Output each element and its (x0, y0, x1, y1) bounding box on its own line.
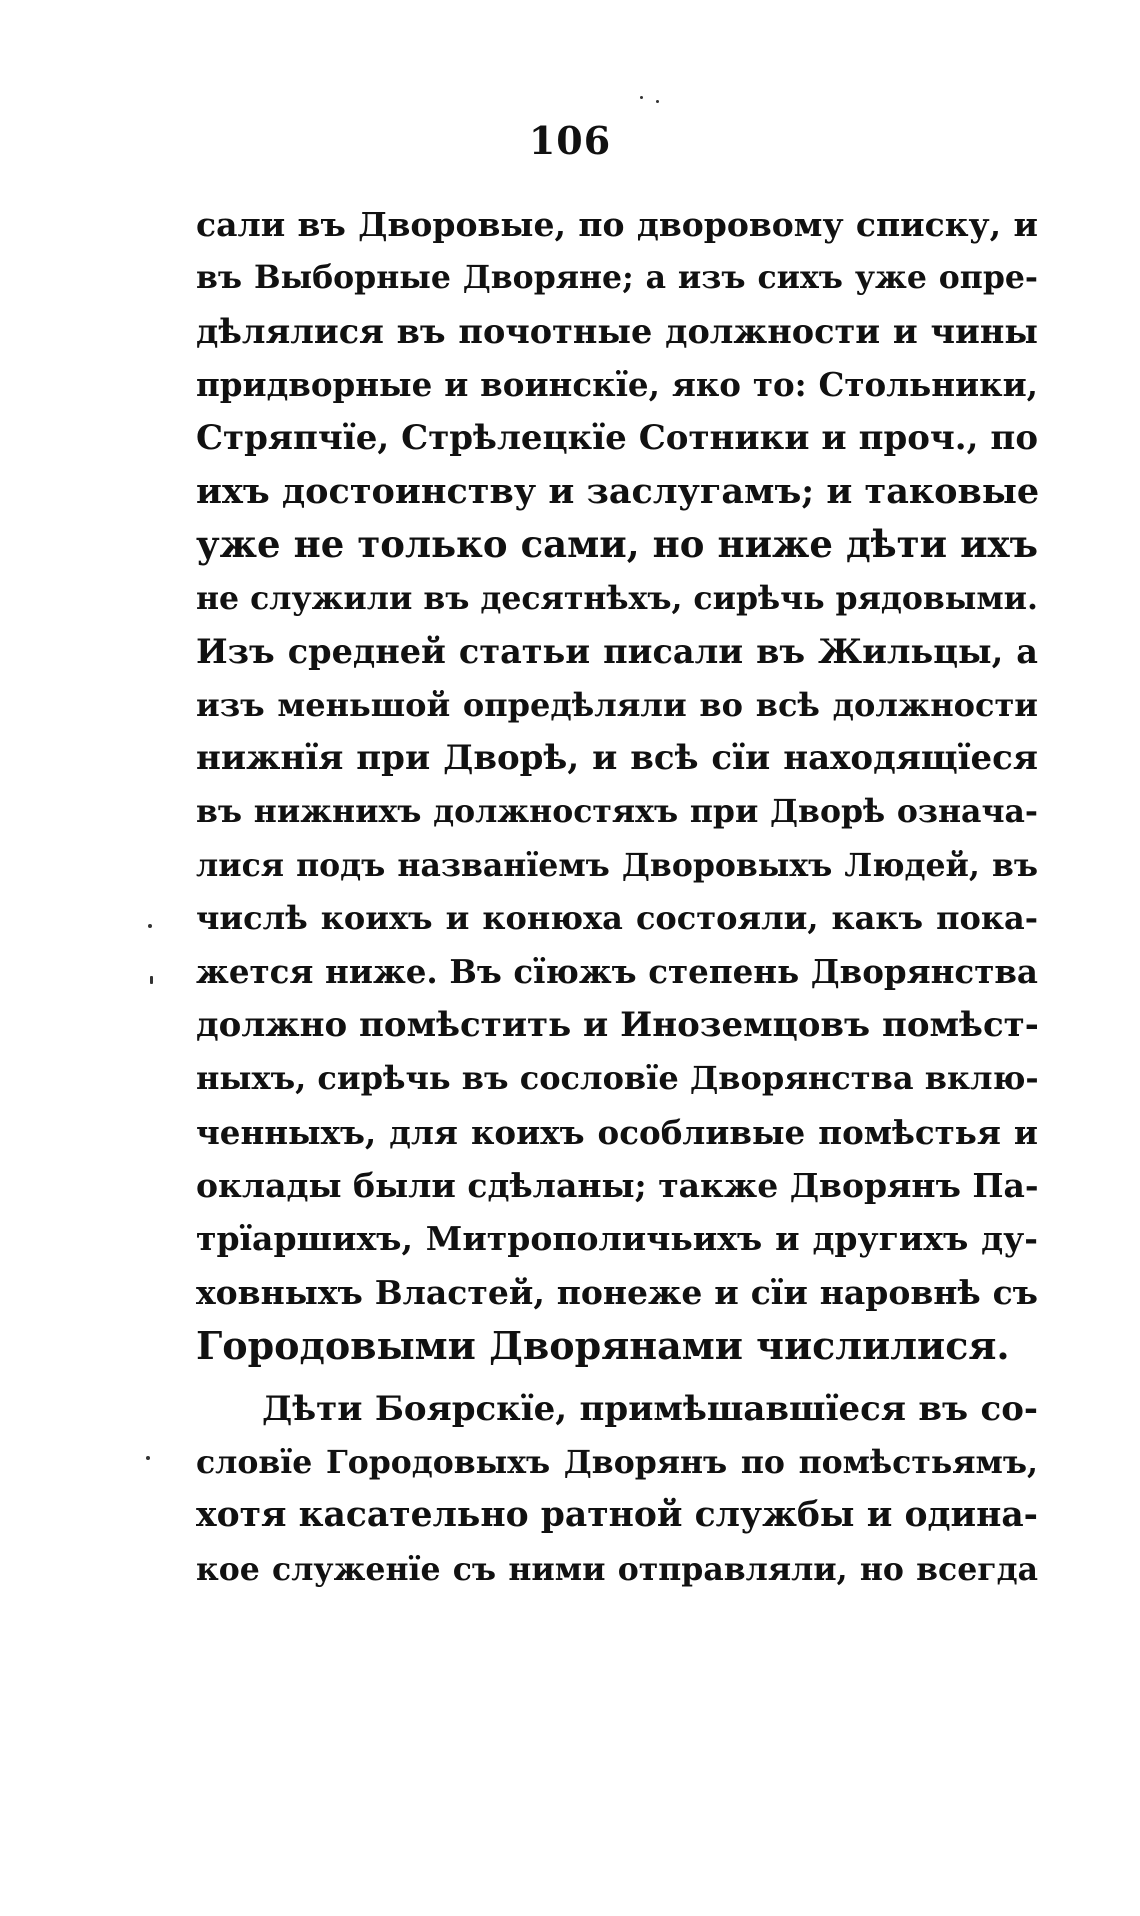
text-line: ихъ достоинству и заслугамъ; и таковые (196, 470, 1040, 512)
text-line: ныхъ, сирѣчь въ сословїе Дворянства вклю- (196, 1059, 1039, 1098)
text-line: Городовыми Дворянами числилися. (196, 1323, 1010, 1369)
paragraph-1 (196, 198, 1038, 1373)
body-text (196, 198, 1038, 1596)
text-line: ченныхъ, для коихъ особливые помѣстья и (196, 1112, 1038, 1152)
text-line: числѣ коихъ и конюха состояли, какъ пока- (196, 899, 1038, 938)
text-line: нижнїя при Дворѣ, и всѣ сїи находящїеся (196, 737, 1038, 778)
text-line: Дѣти Боярскїе, примѣшавшїеся въ со- (262, 1388, 1038, 1429)
paragraph-2 (196, 1383, 1038, 1597)
text-line: сали въ Дворовые, по дворовому списку, и (196, 205, 1038, 244)
text-line: не служили въ десятнѣхъ, сирѣчь рядовыми. (196, 579, 1039, 617)
text-line: ховныхъ Властей, понеже и сїи наровнѣ съ (196, 1272, 1038, 1312)
text-line: словїе Городовыхъ Дворянъ по помѣстьямъ, (196, 1443, 1038, 1481)
text-line: жется ниже. Въ сїюжъ степень Дворянства (196, 952, 1038, 992)
ink-speck (656, 100, 659, 103)
paragraph-gap (196, 1373, 1038, 1383)
page-number: 106 (528, 118, 612, 163)
text-line: въ нижнихъ должностяхъ при Дворѣ означа- (196, 793, 1038, 831)
ink-speck (146, 1456, 150, 1460)
text-line: кое служенїе съ ними отправляли, но всегда (196, 1550, 1038, 1588)
text-line: оклады были сдѣланы; также Дворянъ Па- (196, 1166, 1039, 1206)
text-line: въ Выборные Дворяне; а изъ сихъ уже опре- (196, 259, 1038, 297)
text-line: трїаршихъ, Митрополичьихъ и другихъ ду- (196, 1219, 1038, 1259)
text-line: лися подъ названїемъ Дворовыхъ Людей, въ (196, 846, 1038, 884)
text-line: придворные и воинскїе, яко то: Стольники, (196, 365, 1038, 405)
ink-speck (148, 924, 152, 928)
ink-speck (640, 96, 643, 99)
text-line: дѣлялися въ почотные должности и чины (196, 311, 1038, 351)
ink-speck (150, 976, 153, 984)
text-line: должно помѣстить и Иноземцовъ помѣст- (196, 1004, 1039, 1045)
text-line: уже не только сами, но ниже дѣти ихъ (196, 522, 1038, 567)
text-line: изъ меньшой опредѣляли во всѣ должности (196, 685, 1038, 724)
text-line: хотя касательно ратной службы и одина- (196, 1495, 1038, 1536)
text-line: Изъ средней статьи писали въ Жильцы, а (196, 632, 1038, 672)
text-line: Стряпчїе, Стрѣлецкїе Сотники и проч., по (196, 417, 1038, 458)
